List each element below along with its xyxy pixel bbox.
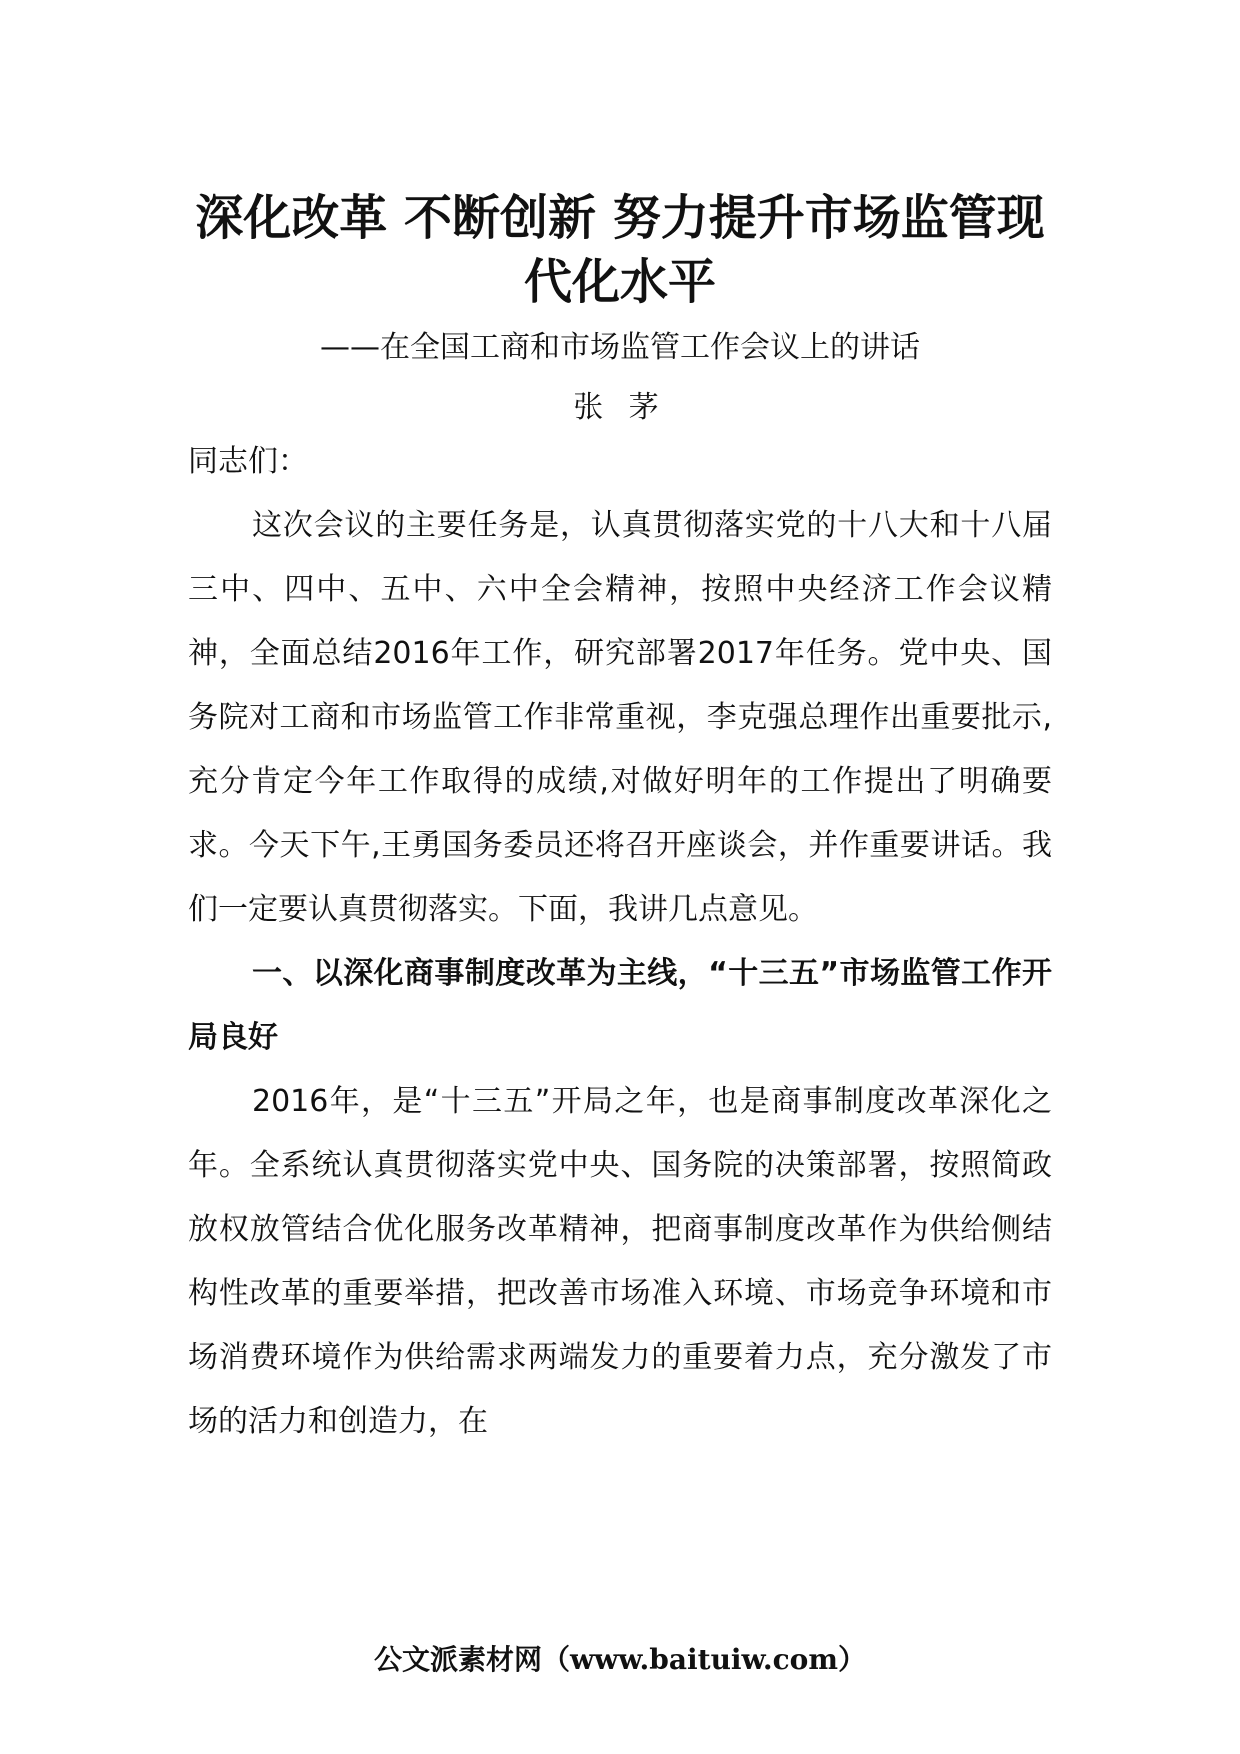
body-paragraph: 这次会议的主要任务是，认真贯彻落实党的十八大和十八届三中、四中、五中、六中全会精神，按照中央经济工作会议精神，全面总结2016年工作，研究部署2017年任务。党中央、国务院对工商和市场监管工作非常重视，李克强总理作出重要批示,充分肯定今年工作取得的成绩,对做好明年的工作提出了明确要求。今天下午,王勇国务委员还将召开座谈会，并作重要讲话。我们一定要认真贯彻落实。下面，我讲几点意见。 [188, 508, 1052, 927]
section-heading: 一、以深化商事制度改革为主线，“十三五”市场监管工作开局良好 [188, 956, 1052, 1055]
footer-watermark: 公文派素材网（www.baituiw.com） [374, 1643, 866, 1676]
document-subtitle: ——在全国工商和市场监管工作会议上的讲话 [320, 330, 920, 365]
document-page [188, 186, 1052, 1454]
document-author: 张 茅 [573, 390, 667, 425]
section-paragraph: 2016年，是“十三五”开局之年，也是商事制度改革深化之年。全系统认真贯彻落实党中央、国务院的决策部署，按照简政放权放管结合优化服务改革精神，把商事制度改革作为供给侧结构性改革的重要举措，把改善市场准入环境、市场竞争环境和市场消费环境作为供给需求两端发力的重要着力点，充分激发了市场的活力和创造力，在 [188, 1084, 1052, 1439]
document-title: 深化改革 不断创新 努力提升市场监管现代化水平 [195, 190, 1045, 310]
salutation: 同志们： [188, 444, 308, 479]
